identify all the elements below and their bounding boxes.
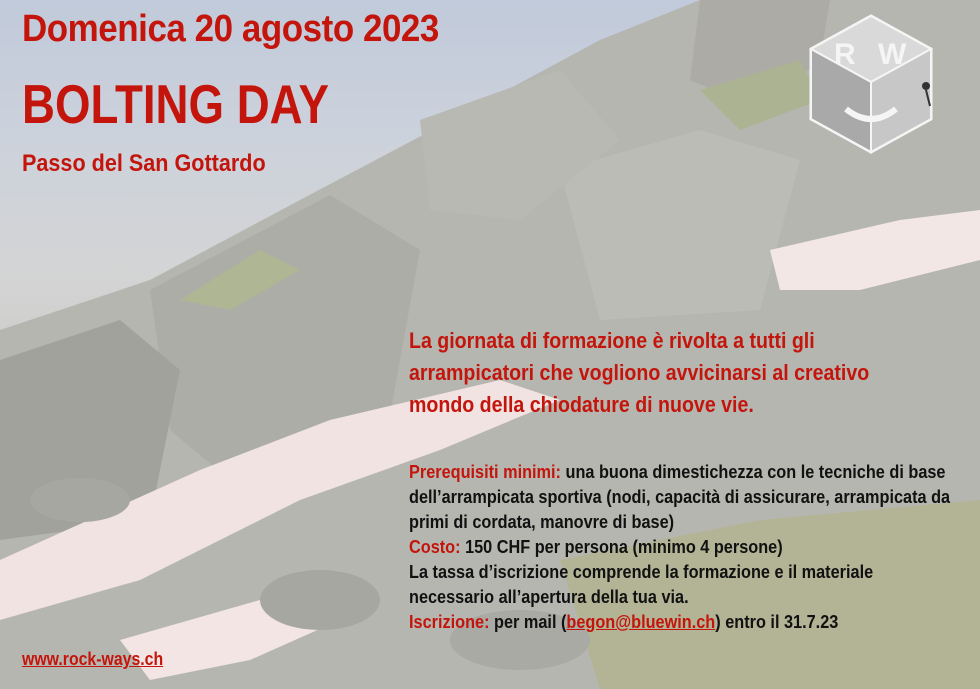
intro-text: La giornata di formazione è rivolta a tutti gli arrampicatori che vogliono avvicinarsi al creativo mondo della chiodature di nuove vie. [409,328,870,417]
svg-text:W: W [878,38,907,71]
cost-text: 150 CHF per persona (minimo 4 persone) [460,536,783,557]
signup [409,609,955,634]
website-link[interactable]: www.rock-ways.ch [22,649,164,669]
signup-label: Iscrizione: [409,611,490,632]
prerequisites-label: Prerequisiti minimi: [409,461,561,482]
event-date: Domenica 20 agosto 2023 [22,8,439,50]
event-location: Passo del San Gottardo [22,150,266,177]
svg-text:R: R [834,38,856,71]
prerequisites-text: una buona dimestichezza con le tecniche di base dell’arrampicata sportiva (nodi, capacità di assicurare, arrampicata da primi di cordata, manovre di base) [409,461,951,532]
event-title: BOLTING DAY [22,73,329,135]
signup-pre-text: per mail ( [489,611,567,632]
prerequisites [409,459,955,534]
fee-note: La tassa d’iscrizione comprende la formazione e il materiale necessario all’apertura della tua via. [409,561,874,607]
signup-post-text: ) entro il 31.7.23 [715,611,839,632]
event-details [409,459,955,634]
rock-ways-cube-logo-icon [806,14,936,159]
cost [409,534,955,559]
signup-email-link[interactable]: begon@bluewin.ch [566,611,716,632]
cost-label: Costo: [409,536,461,557]
